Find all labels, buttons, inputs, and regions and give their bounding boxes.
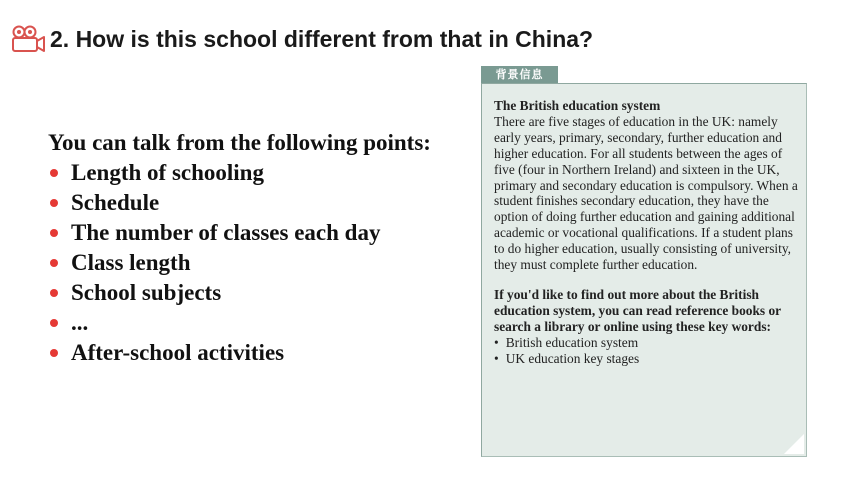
list-item-label: ... [71, 310, 89, 335]
bullet-icon: • [494, 350, 499, 366]
list-item [48, 278, 431, 308]
list-item-label: After-school activities [71, 340, 285, 365]
list-item-label: The number of classes each day [71, 220, 381, 245]
bullet-dot-icon [50, 229, 58, 237]
list-item [48, 158, 431, 188]
bullet-icon: • [494, 334, 499, 350]
list-item [48, 248, 431, 278]
list-item [48, 218, 431, 248]
points-list [48, 158, 431, 368]
page-title: 2. How is this school different from that in China? [50, 25, 594, 52]
list-item [494, 351, 798, 367]
points-intro: You can talk from the following points: [48, 130, 431, 155]
bullet-dot-icon [50, 259, 58, 267]
list-item [48, 308, 431, 338]
list-item-label: Schedule [71, 190, 160, 215]
list-item-label: Class length [71, 250, 191, 275]
list-item [48, 338, 431, 368]
keyword-label: British education system [505, 334, 639, 350]
card-body [481, 83, 807, 457]
list-item [494, 335, 798, 351]
card-paragraph-2: If you'd like to find out more about the British education system, you can read reference books or search a library or online using these key words: [494, 286, 781, 334]
bullet-dot-icon [50, 199, 58, 207]
list-item [48, 188, 431, 218]
bullet-dot-icon [50, 349, 58, 357]
list-item-label: Length of schooling [71, 160, 264, 185]
bullet-dot-icon [50, 319, 58, 327]
card-paragraph-1: There are five stages of education in the UK: namely early years, primary, secondary, further education and higher education. For all students between the ages of five (four in Northern Ireland) and sixteen in the UK, primary and secondary education is compulsory. When a student finishes secondary education, they have the option of doing further education and gaining additional academic or vocational qualifications. If a student plans to do higher education, usually consisting of university, they must complete further education. [494, 113, 798, 273]
card-heading: The British education system [494, 98, 661, 113]
card-text [494, 98, 798, 367]
card-tab-label: 背景信息 [481, 66, 558, 84]
slide-header [10, 22, 593, 56]
page-curl-icon [784, 434, 804, 454]
video-camera-icon [10, 24, 46, 54]
bullet-dot-icon [50, 289, 58, 297]
keyword-list [494, 335, 798, 367]
list-item-label: School subjects [71, 280, 222, 305]
background-info-card [481, 66, 811, 460]
bullet-dot-icon [50, 169, 58, 177]
discussion-points [48, 128, 431, 368]
keyword-label: UK education key stages [505, 350, 640, 366]
